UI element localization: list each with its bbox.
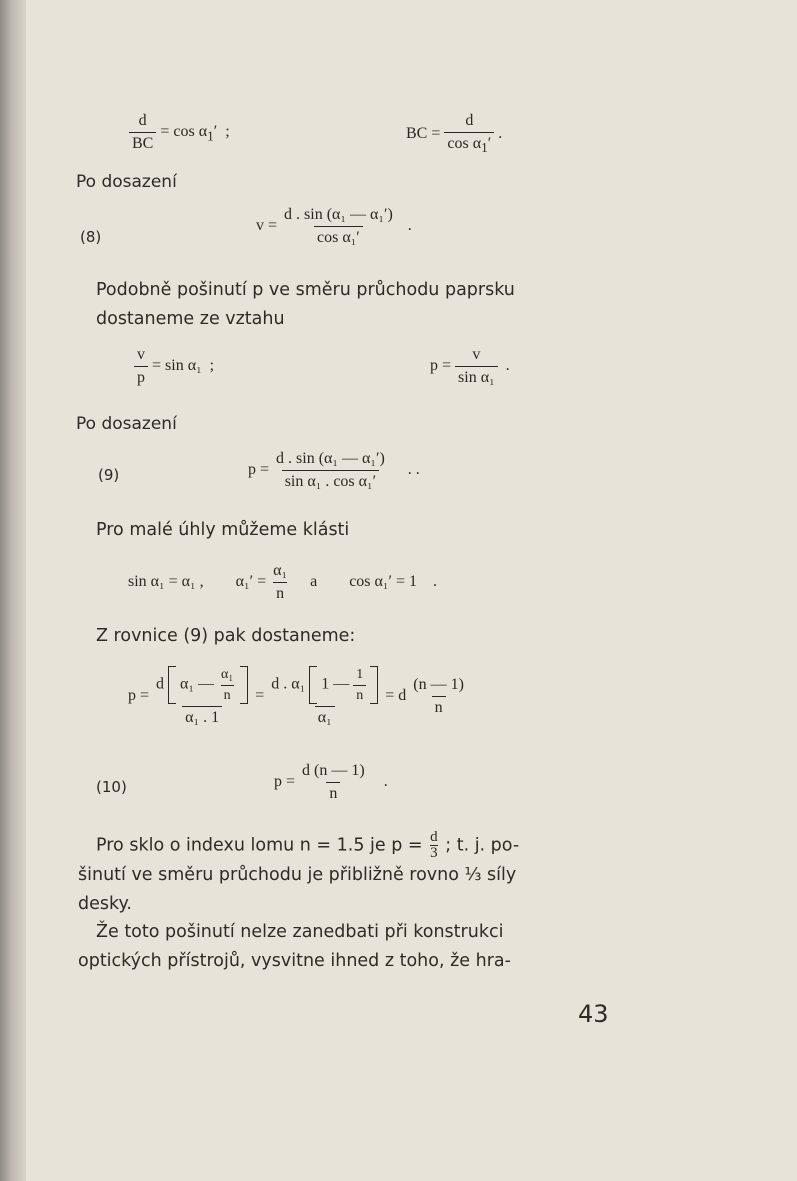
equation-tag-10: (10) [96,778,127,796]
book-spine-shadow [0,0,26,1181]
equation-bc: BC = $\frac{d}{\cos \alpha_1'}$ . [406,112,503,156]
from-equation-9-text: Z rovnice (9) pak dostaneme: [96,626,356,646]
equation-9: p = $\frac{\text{d . sin (α₁ — α₁′)}}{\text{sin α₁ . cos α₁′}}$ . . [248,450,420,490]
paragraph-sklo: Pro sklo o indexu lomu n = 1.5 je p = $\frac{d}{3}$ ; t. j. po- šinutí ve směru průchodu je přibližně rovno ⅓ síly desky. [78,829,520,914]
page-number: 43 [578,1000,609,1028]
book-page [26,0,797,1181]
po-dosazeni-heading-2: Po dosazení [76,414,177,434]
paragraph-ze: Že toto pošinutí nelze zanedbati při konstrukci optických přístrojů, vysvitne ihned z toho, že hra- [78,922,511,971]
equation-vp-ratio: $\frac{v}{p}$ = sin α₁ ; [134,346,214,387]
small-angles-text: Pro malé úhly můžeme klásti [96,520,350,540]
derivation: p = d α₁ — $\frac{\text{α₁}}{n}$ α₁ . 1 = d . α₁ 1 — $\frac{1}{n}$ α₁ = d $\frac{(n — 1)}{n}$ [128,666,464,726]
equation-10: p = $\frac{d (n — 1)}{n}$ . [274,762,388,802]
equation-p: p = $\frac{v}{\text{sin α₁}}$ . [430,346,510,386]
equation-bc-ratio: $\frac{d}{BC}$ = $\cos \alpha_1'$ ; [129,112,230,153]
equation-8: v = $\frac{\text{d . sin (α₁ — α₁′)}}{\text{cos α₁′}}$ . [256,206,412,246]
approximations: sin α₁ = α₁ , α₁′ = $\frac{\text{α₁}}{n}$ a cos α₁′ = 1 . [128,562,437,602]
equation-tag-9: (9) [98,466,120,484]
paragraph-podobne: Podobně pošinutí p ve směru průchodu paprsku dostaneme ze vztahu [96,280,515,329]
po-dosazeni-heading: Po dosazení [76,172,177,192]
equation-tag-8: (8) [80,228,102,246]
